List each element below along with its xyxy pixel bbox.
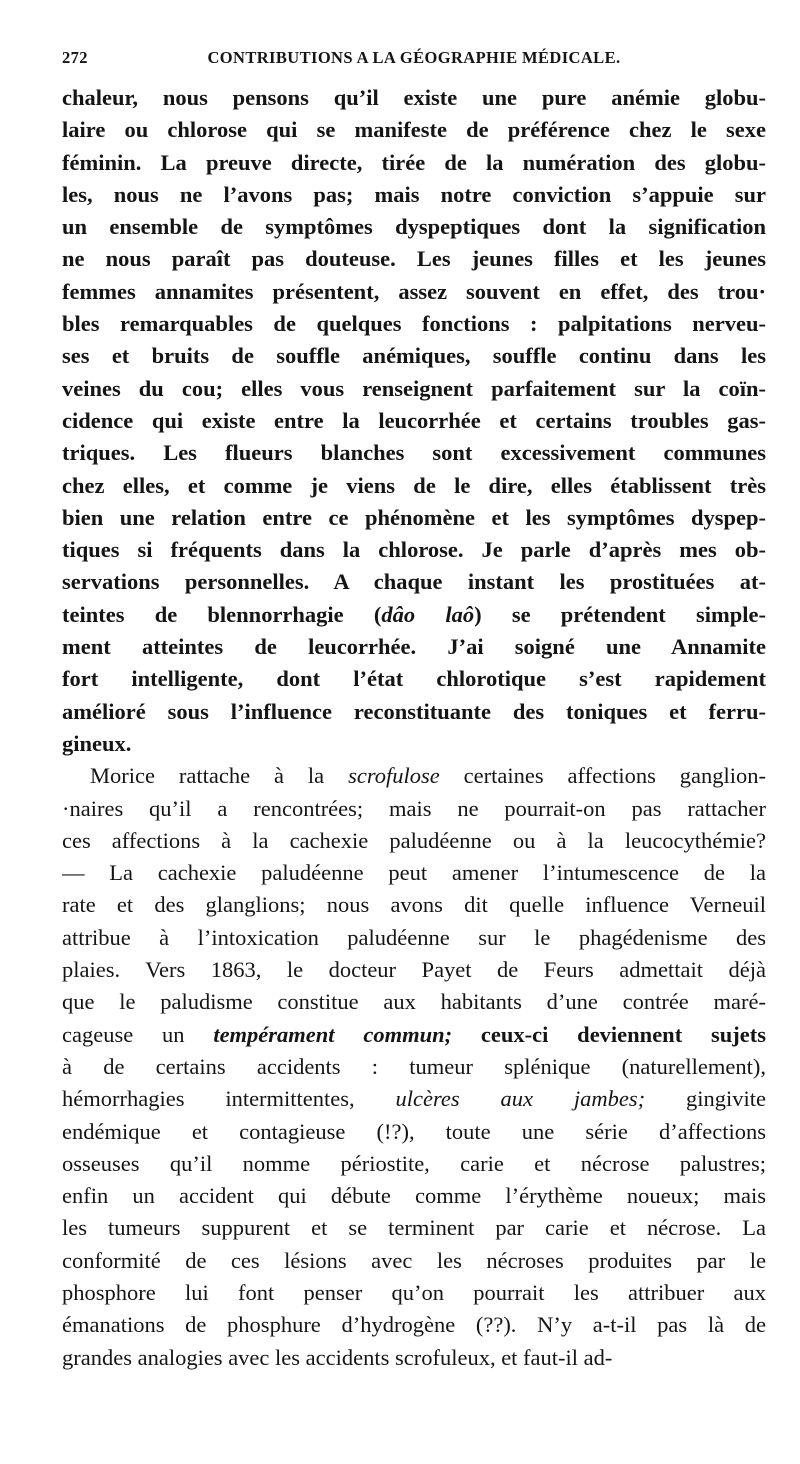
text-run: féminin. La preuve directe, tirée de la numération des globu- — [62, 149, 766, 175]
text-run: enfin un accident qui débute comme l’érythème noueux; mais — [62, 1183, 766, 1209]
text-run: veines du cou; elles vous renseignent parfaitement sur la coïn- — [62, 375, 766, 401]
text-run: tiques si fréquents dans la chlorose. Je parle d’après mes ob- — [62, 537, 766, 563]
text-line — [62, 566, 766, 598]
text-run: rate et des glanglions; nous avons dit quelle influence Verneuil — [62, 892, 766, 918]
text-line — [62, 147, 766, 179]
text-run: osseuses qu’il nomme périostite, carie et nécrose palustres; — [62, 1150, 766, 1176]
text-run: bien une relation entre ce phénomène et les symptômes dyspep- — [62, 504, 766, 530]
text-line — [62, 954, 766, 986]
text-run: un ensemble de symptômes dyspeptiques dont la signification — [62, 214, 766, 240]
paragraph-chlorosis — [62, 82, 766, 760]
text-line — [62, 405, 766, 437]
text-run: hémorrhagies intermittentes, — [62, 1086, 396, 1112]
text-line — [62, 340, 766, 372]
text-line — [62, 502, 766, 534]
text-line — [62, 760, 766, 792]
text-line — [62, 534, 766, 566]
text-run: fort intelligente, dont l’état chlorotique s’est rapidement — [62, 666, 766, 692]
text-run: ceux-ci deviennent sujets — [452, 1021, 766, 1047]
text-run: chez elles, et comme je viens de le dire, elles établissent très — [62, 472, 766, 498]
book-page — [62, 48, 766, 1374]
text-run: ses et bruits de souffle anémiques, souffle continu dans les — [62, 343, 766, 369]
text-run: Morice rattache à la — [90, 763, 349, 789]
italic-phrase: scrofulose — [348, 763, 440, 789]
text-line — [62, 179, 766, 211]
text-line — [62, 470, 766, 502]
text-run: bles remarquables de quelques fonctions : palpitations nerveu- — [62, 311, 766, 337]
text-line — [62, 986, 766, 1018]
paragraph-scrofulose — [62, 760, 766, 1374]
text-line — [62, 82, 766, 114]
text-line — [62, 1019, 766, 1051]
text-run: teintes de blennorrhagie ( — [62, 601, 382, 627]
text-run: amélioré sous l’influence reconstituante des toniques et ferru- — [62, 698, 766, 724]
text-run: ·naires qu’il a rencontrées; mais ne pourrait-on pas rattacher — [62, 795, 766, 821]
text-line — [62, 308, 766, 340]
text-run: phosphore lui font penser qu’on pourrait les attribuer aux — [62, 1279, 766, 1305]
text-run: plaies. Vers 1863, le docteur Payet de Feurs admettait déjà — [62, 957, 766, 983]
text-line — [62, 1309, 766, 1341]
text-run: ment atteintes de leucorrhée. J’ai soigné une Annamite — [62, 634, 766, 660]
text-line — [62, 599, 766, 631]
text-run: que le paludisme constitue aux habitants d’une contrée maré- — [62, 989, 766, 1015]
text-line — [62, 922, 766, 954]
italic-phrase: tempérament commun; — [213, 1021, 453, 1047]
text-run: cidence qui existe entre la leucorrhée et certains troubles gas- — [62, 407, 766, 433]
text-line — [62, 663, 766, 695]
text-run: émanations de phosphure d’hydrogène (??). N’y a-t-il pas là de — [62, 1312, 766, 1338]
text-line — [62, 696, 766, 728]
text-run: servations personnelles. A chaque instant les prostituées at- — [62, 569, 766, 595]
text-line — [62, 373, 766, 405]
text-run: femmes annamites présentent, assez souvent en effet, des trou· — [62, 278, 766, 304]
text-run: les, nous ne l’avons pas; mais notre conviction s’appuie sur — [62, 181, 766, 207]
text-run: cageuse un — [62, 1021, 214, 1047]
running-title: CONTRIBUTIONS A LA GÉOGRAPHIE MÉDICALE. — [207, 48, 621, 67]
text-line — [62, 825, 766, 857]
text-run: à de certains accidents : tumeur splénique (naturellement), — [62, 1053, 766, 1079]
text-run: gingivite — [645, 1086, 766, 1112]
text-line — [62, 1342, 766, 1374]
text-line — [62, 793, 766, 825]
text-run: — La cachexie paludéenne peut amener l’intumescence de la — [62, 860, 766, 886]
text-line — [62, 114, 766, 146]
text-run: triques. Les flueurs blanches sont excessivement communes — [62, 440, 766, 466]
text-line — [62, 1116, 766, 1148]
text-run: certaines affections ganglion- — [439, 763, 766, 789]
text-run: endémique et contagieuse (!?), toute une série d’affections — [62, 1118, 766, 1144]
text-line — [62, 1180, 766, 1212]
text-run: ces affections à la cachexie paludéenne ou à la leucocythémie? — [62, 827, 766, 853]
text-run: ne nous paraît pas douteuse. Les jeunes filles et les jeunes — [62, 246, 766, 272]
text-line — [62, 437, 766, 469]
page-number: 272 — [62, 48, 88, 67]
text-run: laire ou chlorose qui se manifeste de préférence chez le sexe — [62, 117, 766, 143]
text-run: chaleur, nous pensons qu’il existe une pure anémie globu- — [62, 85, 766, 110]
text-line — [62, 728, 766, 760]
italic-phrase: ulcères aux jambes; — [395, 1086, 646, 1112]
running-header — [62, 48, 766, 82]
text-line — [62, 1051, 766, 1083]
text-run: attribue à l’intoxication paludéenne sur le phagédenisme des — [62, 924, 766, 950]
text-line — [62, 631, 766, 663]
text-line — [62, 889, 766, 921]
text-line — [62, 1277, 766, 1309]
text-line — [62, 276, 766, 308]
text-run: gineux. — [62, 730, 132, 756]
text-run: ) se prétendent simple- — [474, 601, 766, 627]
text-line — [62, 1083, 766, 1115]
text-run: conformité de ces lésions avec les nécroses produites par le — [62, 1247, 766, 1273]
text-line — [62, 243, 766, 275]
italic-phrase: dâo laô — [381, 601, 475, 627]
text-line — [62, 1212, 766, 1244]
text-line — [62, 1148, 766, 1180]
text-run: les tumeurs suppurent et se terminent par carie et nécrose. La — [62, 1215, 766, 1241]
text-line — [62, 1245, 766, 1277]
text-line — [62, 211, 766, 243]
text-run: grandes analogies avec les accidents scrofuleux, et faut-il ad- — [62, 1344, 613, 1370]
text-line — [62, 857, 766, 889]
